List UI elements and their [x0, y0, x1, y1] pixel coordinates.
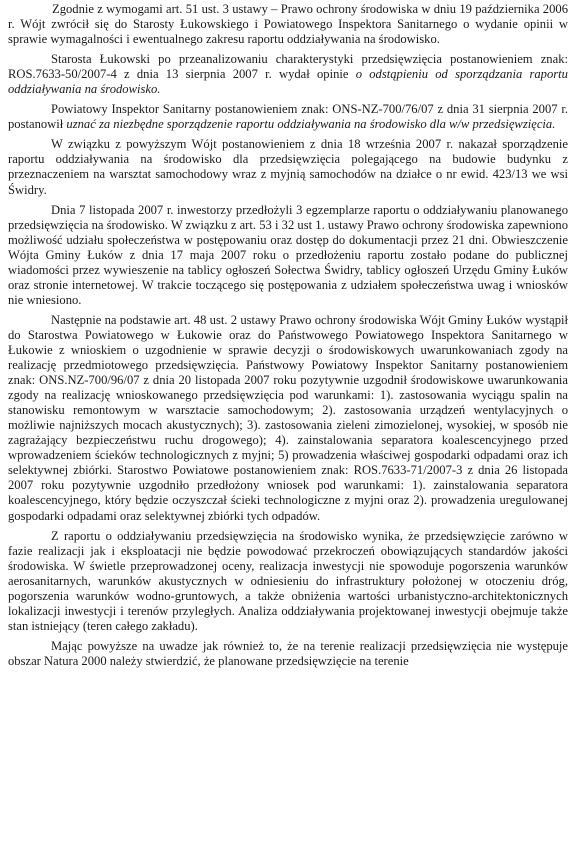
paragraph-report-submission: [8, 203, 568, 308]
paragraph-text: Zgodnie z wymogami art. 51 ust. 3 ustawy – Prawo ochrony środowiska w dniu 19 października 2006 r. Wójt zwrócił się do Starosty Łukowskiego i Powiatowego Inspektora Sanitarnego o wydanie opinii w sprawie wymagalności i ewentualnego zakresu raportu oddziaływania na środowisko.: [8, 2, 568, 47]
paragraph-text: Powiatowy Inspektor Sanitarny postanowieniem znak: ONS-NZ-700/76/07 z dnia 31 sierpnia 2007 r. postanowił: [8, 102, 568, 132]
paragraph-wojt-order: [8, 137, 568, 197]
paragraph-starosta-opinion: [8, 52, 568, 97]
paragraph-text: Starosta Łukowski po przeanalizowaniu charakterystyki przedsięwzięcia postanowieniem znak: ROS.7633-50/2007-4 z dnia 13 sierpnia 2007 r. wydał opinie: [8, 52, 568, 82]
paragraph-natura-2000: [8, 639, 568, 669]
paragraph-request-opinion: [8, 2, 568, 47]
paragraph-text: Następnie na podstawie art. 48 ust. 2 ustawy Prawo ochrony środowiska Wójt Gminy Łuków wystąpił do Starostwa Powiatowego w Łukowie oraz do Państwowego Powiatowego Inspektora Sanitarnego w Łukowie z wnioskiem o uzgodnienie w sprawie decyzji o środowiskowych uwarunkowaniach zgody na realizację przedmiotowego przedsięwzięcia. Państwowy Powiatowy Inspektor Sanitarny postanowieniem znak: ONS.NZ-700/96/07 z dnia 20 listopada 2007 roku pozytywnie uzgodnił środowiskowe uwarunkowania zgody na realizację wnioskowanego przedsięwzięcia pod warunkami: 1). zastosowania wyciągu spalin na stanowisku remontowym w warsztacie samochodowym; 2). zastosowania urządzeń wentylacyjnych o możliwie najniższych mocach akustycznych); 3). zastosowania zieleni zimozielonej, wysokiej, w sposób nie zagrażający bezpieczeństwu ruchu drogowego); 4). zainstalowania separatora koalescencyjnego przed wprowadzeniem ścieków technologicznych z myjni; 5) prowadzenia właściwej gospodarki odpadami oraz ich selektywnej zbiórki. Starostwo Powiatowe postanowieniem znak: ROS.7633-71/2007-3 z dnia 26 listopada 2007 roku pozytywnie uzgodniło przedłożony wniosek pod warunkami: 1). zainstalowania separatora koalescencyjnego, który będzie oczyszczał ścieki technologiczne z myjni oraz 2). prowadzenia uregulowanej gospodarki odpadami oraz selektywnej zbiórki tych odpadów.: [8, 312, 568, 523]
paragraph-sanitary-inspector: [8, 102, 568, 132]
paragraph-italic-text: o odstąpieniu od sporządzania raportu oddziaływania na środowisko.: [8, 67, 568, 97]
paragraph-text: Mając powyższe na uwadze jak również to, że na terenie realizacji przedsięwzięcia nie występuje obszar Natura 2000 należy stwierdzić, że planowane przedsięwzięcie na terenie: [8, 638, 568, 668]
paragraph-text: Dnia 7 listopada 2007 r. inwestorzy przedłożyli 3 egzemplarze raportu o oddziaływaniu planowanego przedsięwzięcia na środowisko. W związku z art. 53 i 32 ust 1. ustawy Prawo ochrony środowiska zapewniono możliwość udziału społeczeństwa w postępowaniu oraz dostęp do dokumentacji przez 21 dni. Obwieszczenie Wójta Gminy Łuków z dnia 17 maja 2007 roku o przedłożeniu raportu zostało podane do publicznej wiadomości przez wywieszenie na tablicy ogłoszeń Sołectwa Świdry, tablicy ogłoszeń Urzędu Gminy Łuków oraz stronie internetowej. W trakcie toczącego się postępowania z udziałem społeczeństwa uwag i wniosków nie wniesiono.: [8, 202, 568, 307]
paragraph-report-conclusions: [8, 529, 568, 634]
paragraph-agreements: [8, 313, 568, 524]
paragraph-text: W związku z powyższym Wójt postanowieniem z dnia 18 września 2007 r. nakazał sporządzenie raportu oddziaływania na środowisko dla przedsięwzięcia polegającego na budowie budynku z przeznaczeniem na warsztat samochodowy wraz z myjnią samochodów na działce o nr ewid. 423/13 we wsi Świdry.: [8, 137, 568, 197]
paragraph-italic-text: uznać za niezbędne sporządzenie raportu oddziaływania na środowisko dla w/w przedsięwzięcia.: [66, 117, 556, 132]
paragraph-text: Z raportu o oddziaływaniu przedsięwzięcia na środowisko wynika, że przedsięwzięcie zarówno w fazie realizacji jak i eksploatacji nie będzie powodować przekroczeń obowiązujących standardów jakości środowiska. W świetle przeprowadzonej oceny, realizacja inwestycji nie spowoduje pogorszenia warunków aerosanitarnych, warunków akustycznych w odniesieniu do infrastruktury położonej w otoczeniu dróg, pogorszenia warunków wodno-gruntowych, a także obniżenia wartości urbanistyczno-architektonicznych lokalizacji inwestycji i terenów przyległych. Analiza oddziaływania projektowanej inwestycji obejmuje także stan istniejący (teren całego zakładu).: [8, 528, 568, 633]
